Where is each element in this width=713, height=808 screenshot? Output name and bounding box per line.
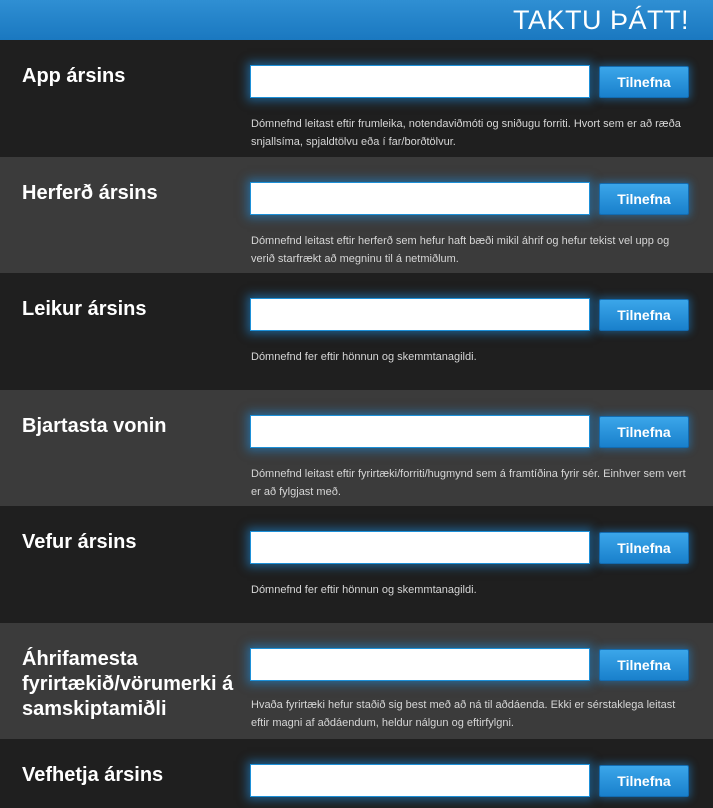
nominate-button-campaign[interactable]: Tilnefna: [599, 183, 689, 215]
nominee-input-website[interactable]: [250, 531, 590, 564]
category-label: Vefur ársins: [22, 531, 137, 553]
category-label: Leikur ársins: [22, 298, 147, 320]
category-row-web-hero: [0, 739, 713, 808]
category-row-game: [0, 273, 713, 390]
nominee-input-brightest-hope[interactable]: [250, 415, 590, 448]
category-label: Herferð ársins: [22, 181, 158, 204]
nominee-input-app[interactable]: [250, 65, 590, 98]
category-description: Dómnefnd leitast eftir herferð sem hefur haft bæði mikil áhrif og hefur tekist vel upp og verið starfrækt að megninu til á netmiðlum.: [251, 234, 670, 265]
category-row-website: [0, 506, 713, 623]
nominee-input-social-brand[interactable]: [250, 648, 590, 681]
category-description: Dómnefnd fer eftir hönnun og skemmtanagildi.: [251, 584, 477, 596]
category-row-app: [0, 40, 713, 157]
category-row-social-brand: [0, 623, 713, 740]
category-description: Dómnefnd leitast eftir frumleika, notendaviðmóti og sniðugu forriti. Hvort sem er að ræða snjallsíma, spjaldtölvu eða í far/borðtölvur.: [251, 118, 681, 148]
category-label: Bjartasta vonin: [22, 414, 167, 437]
category-row-campaign: [0, 157, 713, 274]
nominee-input-game[interactable]: [250, 298, 590, 331]
category-label: Áhrifamesta fyrirtækið/vörumerki á samskiptamiðli: [22, 647, 234, 720]
nominee-input-web-hero[interactable]: [250, 764, 590, 797]
page-title: TAKTU ÞÁTT!: [512, 5, 689, 35]
nomination-form: [0, 40, 713, 808]
nominate-button-social-brand[interactable]: Tilnefna: [599, 649, 689, 681]
category-label: App ársins: [22, 65, 126, 87]
nominate-button-web-hero[interactable]: Tilnefna: [599, 765, 689, 797]
category-description: Hvaða fyrirtæki hefur staðið sig best með að ná til aðdáenda. Ekki er sérstaklega leitast eftir magni af aðdáendum, heldur nálgun og eftirfylgni.: [251, 698, 676, 729]
nominate-button-brightest-hope[interactable]: Tilnefna: [599, 416, 689, 448]
category-label: Vefhetja ársins: [22, 764, 164, 786]
nominate-button-game[interactable]: Tilnefna: [599, 299, 689, 331]
nominee-input-campaign[interactable]: [250, 182, 590, 215]
nominate-button-website[interactable]: Tilnefna: [599, 532, 689, 564]
category-description: Dómnefnd fer eftir hönnun og skemmtanagildi.: [251, 351, 477, 363]
category-description: Dómnefnd leitast eftir fyrirtæki/forriti/hugmynd sem á framtíðina fyrir sér. Einhver sem vert er að fylgjast með.: [251, 467, 686, 498]
category-row-brightest-hope: [0, 390, 713, 507]
page-header: [0, 0, 713, 40]
nominate-button-app[interactable]: Tilnefna: [599, 66, 689, 98]
